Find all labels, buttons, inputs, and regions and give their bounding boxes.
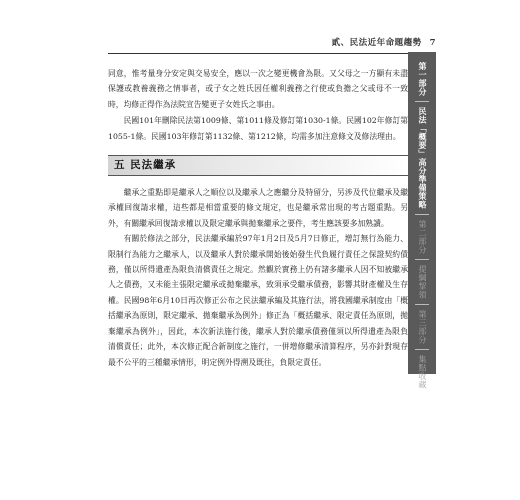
paragraph-inheritance-focus: 繼承之重點即是繼承人之順位以及繼承人之應繼分及特留分，另涉及代位繼承及繼承權回復請求權，這些都是相當重要的條文規定，也是繼承常出現的考古題重點。另外，有關繼承回復請求權以及限定繼承與拋棄繼承之要件，考生應該要多加熟讀。 — [108, 188, 408, 228]
side-tab-separator — [415, 349, 429, 350]
side-tab-part-title: 提綱挈領 — [418, 265, 427, 299]
side-tab-active-part — [415, 62, 429, 209]
chapter-side-tab — [408, 52, 436, 389]
section-heading-label: 五 民法繼承 — [114, 158, 177, 171]
side-tab-separator — [415, 214, 429, 215]
body-text — [108, 66, 408, 370]
side-tab-separator — [415, 304, 429, 305]
side-tab-part-label: 第三部分 — [418, 310, 427, 344]
side-tab-separator — [415, 259, 429, 260]
running-header — [332, 36, 436, 48]
book-page — [108, 36, 436, 468]
side-tab-part-label: 第二部分 — [418, 220, 427, 254]
paragraph-inheritance-amendment: 有關於修法之部分，民法繼承編於97年1月2日及5月7日修正，增訂無行為能力、限制行為能力之繼承人，以及繼承人對於繼承開始後始發生代負履行責任之保證契約債務，僅以所得遺產為限負清償責任之規定。然觀於實務上仍有諸多繼承人因不知被繼承人之債務，又未能主張限定繼承或拋棄繼承，致須承受繼承債務，影響其財產權及生存權。民國98年6月10日再次修正公布之民法繼承編及其施行法，將我國繼承制度由「概括繼承為原則，限定繼承、拋棄繼承為例外」修正為「概括繼承、限定責任為原則，拋棄繼承為例外」，因此，本次新法施行後，繼承人對於繼承債務僅須以所得遺產為限負清償責任；此外，本次修正配合新制度之施行，一併增修繼承清算程序，另亦針對現存最不公平的三種繼承情形，明定例外得溯及既往，負限定責任。 — [108, 234, 408, 367]
header-rule — [108, 53, 436, 54]
side-tab-part-3 — [415, 310, 429, 389]
paragraph-amendments-101-103: 民國101年刪除民法第1009條、第1011條及修訂第1030-1條。民國102年修訂第1055-1條。民國103年修訂第1132條、第1212條，均需多加注意條文及修法理由。 — [108, 116, 408, 141]
side-tab-part-label: 第一部分 — [418, 62, 427, 96]
side-tab-separator — [415, 101, 429, 102]
side-tab-part-title: 民法「概要」高分準備策略 — [418, 107, 427, 209]
page-number: 7 — [429, 38, 436, 48]
side-tab-part-2 — [415, 220, 429, 299]
chapter-title: 貳、民法近年命題趨勢 — [331, 38, 422, 48]
side-tab-part-title: 集點收藏 — [418, 355, 427, 389]
paragraph-surname-change: 同意，惟考量身分安定與交易安全，應以一次之變更機會為限。又父母之一方顯有未盡保護或教養義務之情事者，或子女之姓氏因任權利義務之行使或負擔之父或母不一致時，均修正得作為法院宣告變更子女姓氏之事由。 — [108, 69, 408, 109]
section-heading-inheritance — [108, 155, 408, 176]
